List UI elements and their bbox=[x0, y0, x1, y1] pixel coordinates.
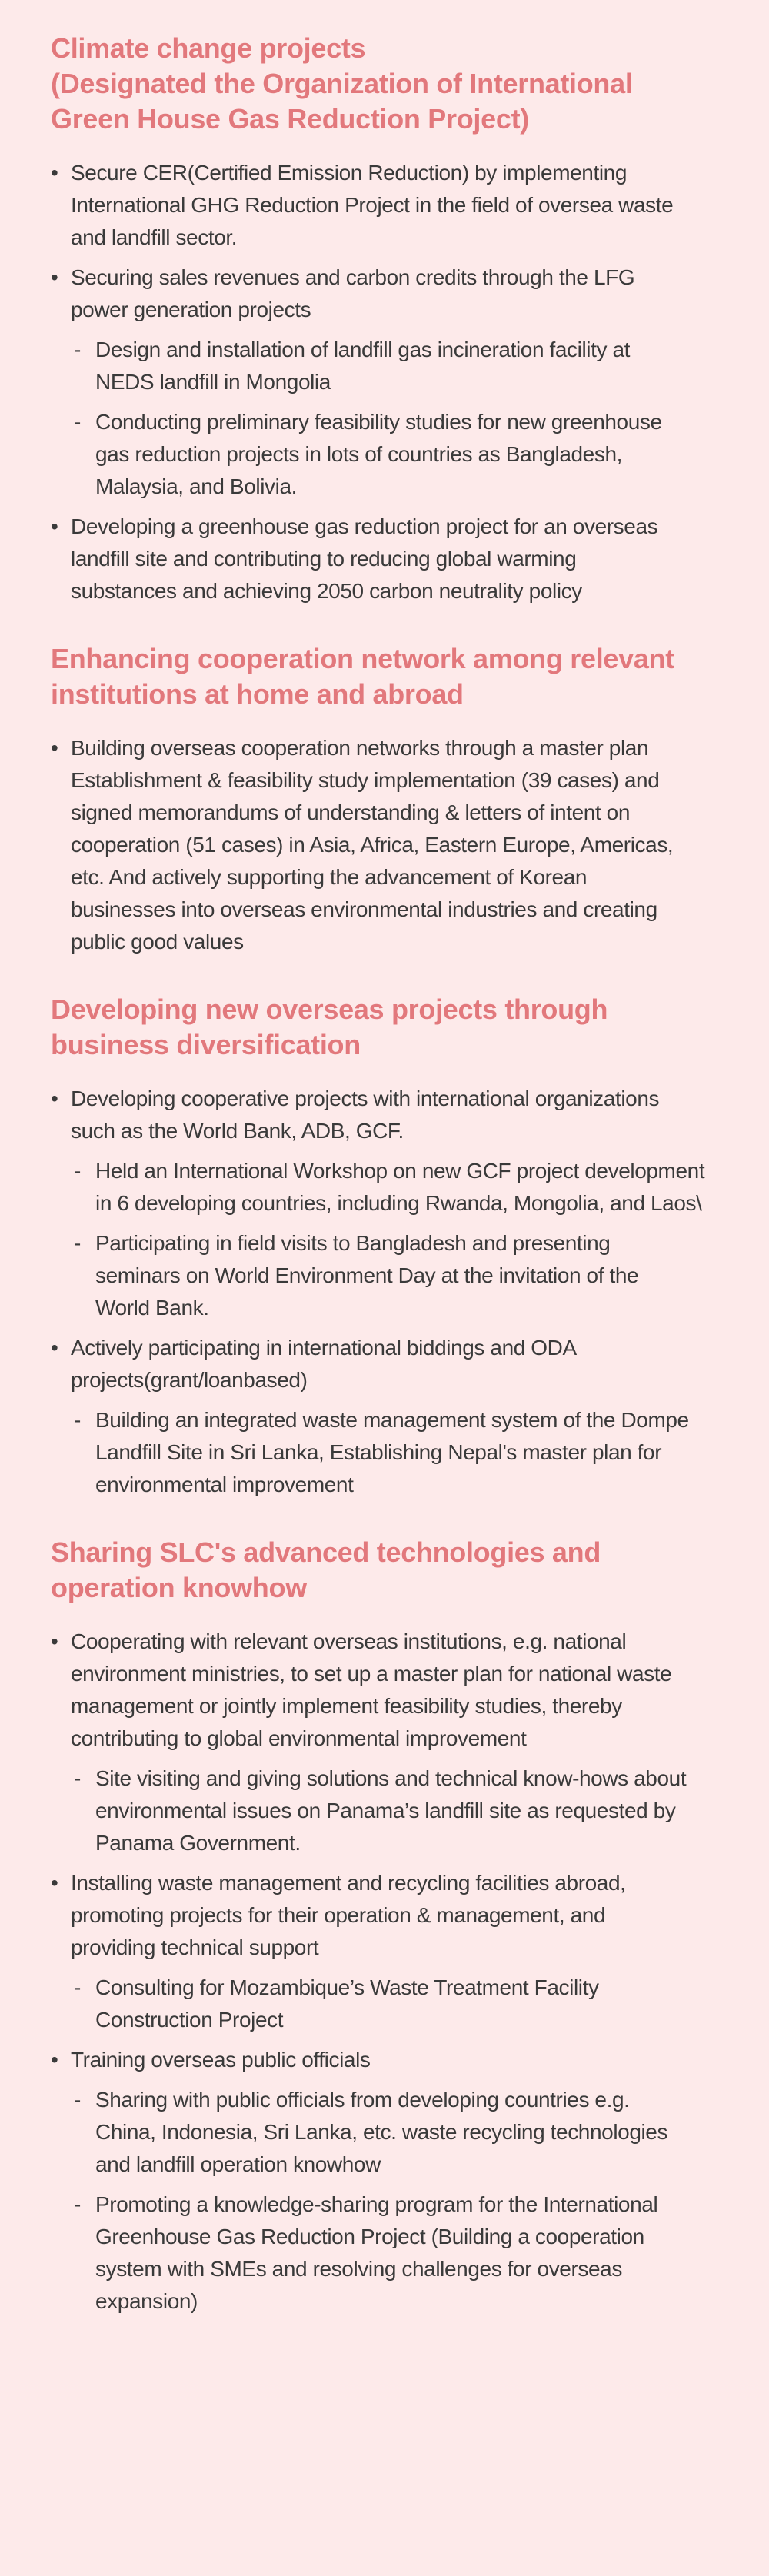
section-title-line: operation knowhow bbox=[51, 1572, 307, 1603]
sub-text-line: - Design and installation of landfill gas incineration facility at bbox=[95, 338, 631, 361]
sub-text-line: - Participating in field visits to Bangladesh and presenting bbox=[95, 1231, 611, 1255]
sub-item bbox=[65, 1762, 723, 1859]
sub-text-line: expansion) bbox=[95, 2289, 198, 2313]
section-title-line: (Designated the Organization of International bbox=[51, 68, 633, 99]
bullet-text-line: International GHG Reduction Project in the field of oversea waste bbox=[71, 193, 674, 217]
sub-text-line: in 6 developing countries, including Rwanda, Mongolia, and Laos\ bbox=[95, 1191, 702, 1215]
section-title-line: Developing new overseas projects through bbox=[51, 993, 608, 1025]
sub-text-line: environmental improvement bbox=[95, 1473, 354, 1496]
sub-text-line: - Sharing with public officials from developing countries e.g. bbox=[95, 2088, 630, 2112]
section-title bbox=[51, 31, 723, 137]
sub-text-line: seminars on World Environment Day at the invitation of the bbox=[95, 1263, 639, 1287]
section bbox=[51, 31, 723, 607]
bullet-text-line: businesses into overseas environmental industries and creating bbox=[71, 897, 657, 921]
bullet-text-line: • Actively participating in international biddings and ODA bbox=[71, 1336, 577, 1360]
sub-text-line: Construction Project bbox=[95, 2008, 284, 2032]
bullet-text-line: public good values bbox=[71, 930, 244, 954]
bullet-item bbox=[51, 1083, 723, 1324]
bullet-text-line: • Secure CER(Certified Emission Reduction) by implementing bbox=[71, 161, 628, 185]
bullet-text-line: providing technical support bbox=[71, 1935, 319, 1959]
section-title bbox=[51, 992, 723, 1063]
sub-text-line: environmental issues on Panama’s landfill site as requested by bbox=[95, 1799, 676, 1822]
bullet-item bbox=[51, 2044, 723, 2318]
bullet-text-line: • Cooperating with relevant overseas institutions, e.g. national bbox=[71, 1629, 627, 1653]
bullet-text-line: etc. And actively supporting the advancement of Korean bbox=[71, 865, 588, 889]
sub-item bbox=[65, 1155, 723, 1220]
bullet-text-line: and landfill sector. bbox=[71, 225, 238, 249]
bullet-item bbox=[51, 157, 723, 254]
bullet-text-line: • Securing sales revenues and carbon credits through the LFG bbox=[71, 265, 635, 289]
bullet-text-line: substances and achieving 2050 carbon neutrality policy bbox=[71, 579, 582, 603]
bullet-text-line: • Building overseas cooperation networks through a master plan bbox=[71, 736, 649, 760]
section-title-line: Green House Gas Reduction Project) bbox=[51, 103, 529, 135]
sub-item bbox=[65, 1227, 723, 1324]
bullet-list bbox=[51, 1083, 723, 1501]
bullet-text-line: • Developing a greenhouse gas reduction project for an overseas bbox=[71, 514, 658, 538]
sub-item bbox=[65, 406, 723, 503]
bullet-text-line: promoting projects for their operation & management, and bbox=[71, 1903, 606, 1927]
sub-text-line: Malaysia, and Bolivia. bbox=[95, 474, 297, 498]
section bbox=[51, 641, 723, 958]
sub-text-line: gas reduction projects in lots of countries as Bangladesh, bbox=[95, 442, 622, 466]
sub-text-line: NEDS landfill in Mongolia bbox=[95, 370, 331, 394]
bullet-text-line: projects(grant/loanbased) bbox=[71, 1368, 308, 1392]
sub-text-line: system with SMEs and resolving challenges for overseas bbox=[95, 2257, 622, 2281]
bullet-text-line: cooperation (51 cases) in Asia, Africa, Eastern Europe, Americas, bbox=[71, 833, 674, 857]
sub-item bbox=[65, 334, 723, 398]
bullet-list bbox=[51, 732, 723, 958]
sub-text-line: - Promoting a knowledge-sharing program for the International bbox=[95, 2192, 658, 2216]
sub-text-line: Greenhouse Gas Reduction Project (Building a cooperation bbox=[95, 2225, 644, 2248]
sub-text-line: - Building an integrated waste management system of the Dompe bbox=[95, 1408, 689, 1432]
section-title-line: Enhancing cooperation network among relevant bbox=[51, 643, 674, 674]
bullet-item bbox=[51, 1867, 723, 2036]
sub-text-line: - Site visiting and giving solutions and technical know-hows about bbox=[95, 1766, 687, 1790]
sub-list bbox=[71, 1404, 723, 1501]
sub-item bbox=[65, 2084, 723, 2181]
sub-list bbox=[71, 1155, 723, 1324]
section-title bbox=[51, 1535, 723, 1606]
section-title-line: institutions at home and abroad bbox=[51, 678, 464, 710]
section-title-line: Climate change projects bbox=[51, 32, 366, 64]
bullet-text-line: contributing to global environmental improvement bbox=[71, 1726, 527, 1750]
sub-text-line: Panama Government. bbox=[95, 1831, 301, 1855]
bullet-item bbox=[51, 732, 723, 958]
bullet-list bbox=[51, 157, 723, 607]
bullet-item bbox=[51, 1626, 723, 1859]
sub-list bbox=[71, 334, 723, 503]
sub-text-line: China, Indonesia, Sri Lanka, etc. waste recycling technologies bbox=[95, 2120, 668, 2144]
bullet-text-line: such as the World Bank, ADB, GCF. bbox=[71, 1119, 404, 1143]
bullet-item bbox=[51, 511, 723, 607]
bullet-item bbox=[51, 1332, 723, 1501]
sub-list bbox=[71, 1972, 723, 2036]
section bbox=[51, 992, 723, 1501]
bullet-text-line: landfill site and contributing to reducing global warming bbox=[71, 547, 577, 571]
bullet-text-line: Establishment & feasibility study implementation (39 cases) and bbox=[71, 768, 660, 792]
bullet-text-line: signed memorandums of understanding & letters of intent on bbox=[71, 800, 631, 824]
bullet-item bbox=[51, 261, 723, 503]
bullet-text-line: • Developing cooperative projects with international organizations bbox=[71, 1087, 660, 1110]
sub-text-line: - Conducting preliminary feasibility studies for new greenhouse bbox=[95, 410, 662, 434]
sub-text-line: and landfill operation knowhow bbox=[95, 2152, 381, 2176]
sub-item bbox=[65, 1972, 723, 2036]
sub-text-line: Landfill Site in Sri Lanka, Establishing Nepal's master plan for bbox=[95, 1440, 662, 1464]
bullet-text-line: • Installing waste management and recycling facilities abroad, bbox=[71, 1871, 626, 1895]
section-title-line: Sharing SLC's advanced technologies and bbox=[51, 1536, 601, 1568]
sub-list bbox=[71, 1762, 723, 1859]
section bbox=[51, 1535, 723, 2318]
bullet-text-line: management or jointly implement feasibility studies, thereby bbox=[71, 1694, 622, 1718]
sub-item bbox=[65, 2188, 723, 2318]
sub-text-line: - Consulting for Mozambique’s Waste Treatment Facility bbox=[95, 1975, 599, 1999]
section-title-line: business diversification bbox=[51, 1029, 361, 1060]
sub-item bbox=[65, 1404, 723, 1501]
bullet-text-line: power generation projects bbox=[71, 298, 311, 321]
bullet-text-line: • Training overseas public officials bbox=[71, 2048, 371, 2072]
bullet-text-line: environment ministries, to set up a master plan for national waste bbox=[71, 1662, 672, 1686]
section-title bbox=[51, 641, 723, 712]
sub-text-line: World Bank. bbox=[95, 1296, 209, 1320]
sub-list bbox=[71, 2084, 723, 2318]
sub-text-line: - Held an International Workshop on new GCF project development bbox=[95, 1159, 705, 1183]
bullet-list bbox=[51, 1626, 723, 2318]
